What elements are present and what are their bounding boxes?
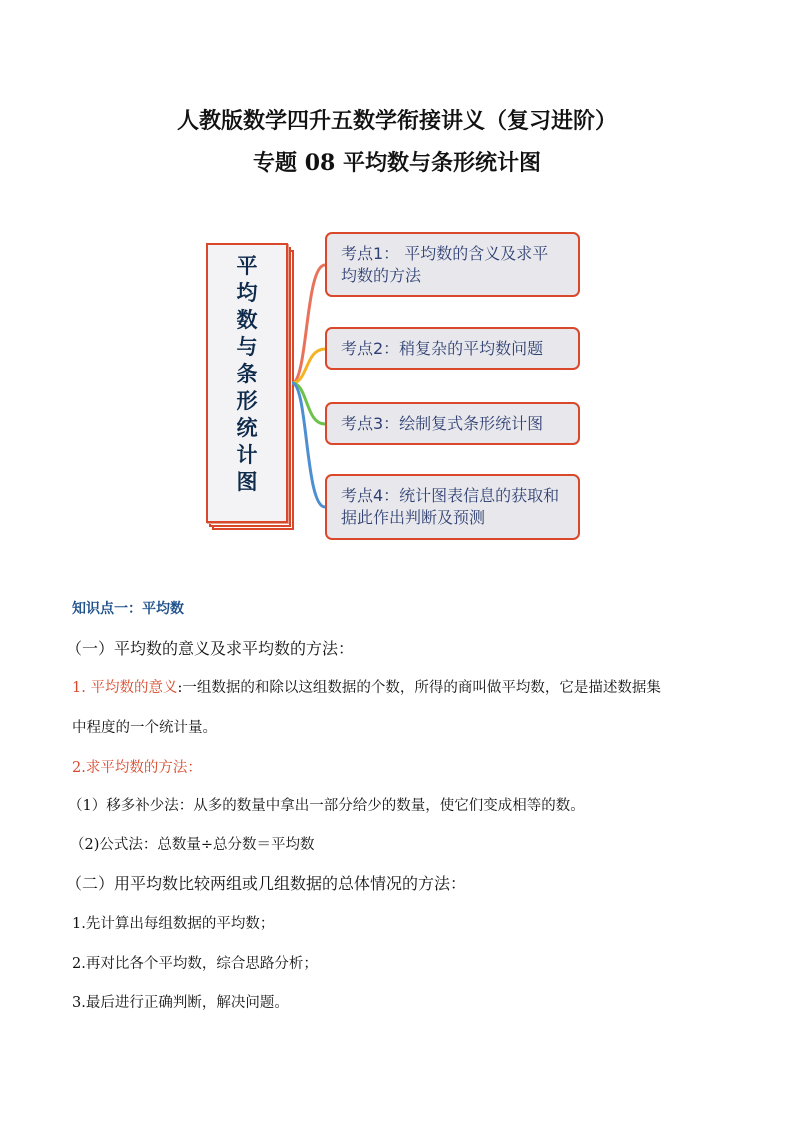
root-char: 平 [236, 254, 258, 278]
method-heading: 2.求平均数的方法： [72, 760, 202, 776]
connector-4 [292, 383, 325, 507]
root-char: 统 [236, 416, 258, 440]
document-subtitle: 专题 08 平均数与条形统计图 [253, 150, 541, 176]
document-title: 人教版数学四升五数学衔接讲义（复习进阶） [176, 108, 617, 134]
step-2: 2.再对比各个平均数，综合思路分析； [72, 956, 318, 972]
root-char: 与 [236, 335, 258, 359]
root-char: 数 [236, 308, 258, 332]
method-2: （2)公式法：总数量÷总分数＝平均数 [70, 837, 315, 853]
section-heading-1: （一）平均数的意义及求平均数的方法： [66, 639, 355, 658]
definition-label: 1. 平均数的意义 [72, 680, 178, 696]
definition-paragraph [72, 676, 661, 697]
root-char: 形 [236, 389, 258, 413]
knowledge-point-heading: 知识点一：平均数 [72, 601, 184, 617]
step-1: 1.先计算出每组数据的平均数； [72, 916, 275, 932]
mindmap-node-3: 考点3：绘制复式条形统计图 [325, 402, 580, 445]
root-char: 计 [236, 443, 258, 467]
root-char: 均 [236, 281, 258, 305]
definition-text-continued: 中程度的一个统计量。 [72, 720, 217, 736]
section-heading-2: （二）用平均数比较两组或几组数据的总体情况的方法： [66, 874, 467, 893]
step-3: 3.最后进行正确判断，解决问题。 [72, 995, 289, 1011]
root-char: 图 [236, 470, 258, 494]
definition-text: :一组数据的和除以这组数据的个数，所得的商叫做平均数，它是描述数据集 [177, 680, 661, 696]
root-char: 条 [236, 362, 258, 386]
method-1: （1）移多补少法：从多的数量中拿出一部分给少的数量，使它们变成相等的数。 [68, 798, 585, 814]
mindmap-node-1: 考点1： 平均数的含义及求平均数的方法 [325, 232, 580, 297]
mindmap-node-4: 考点4：统计图表信息的获取和据此作出判断及预测 [325, 474, 580, 540]
mindmap-node-2: 考点2：稍复杂的平均数问题 [325, 327, 580, 370]
